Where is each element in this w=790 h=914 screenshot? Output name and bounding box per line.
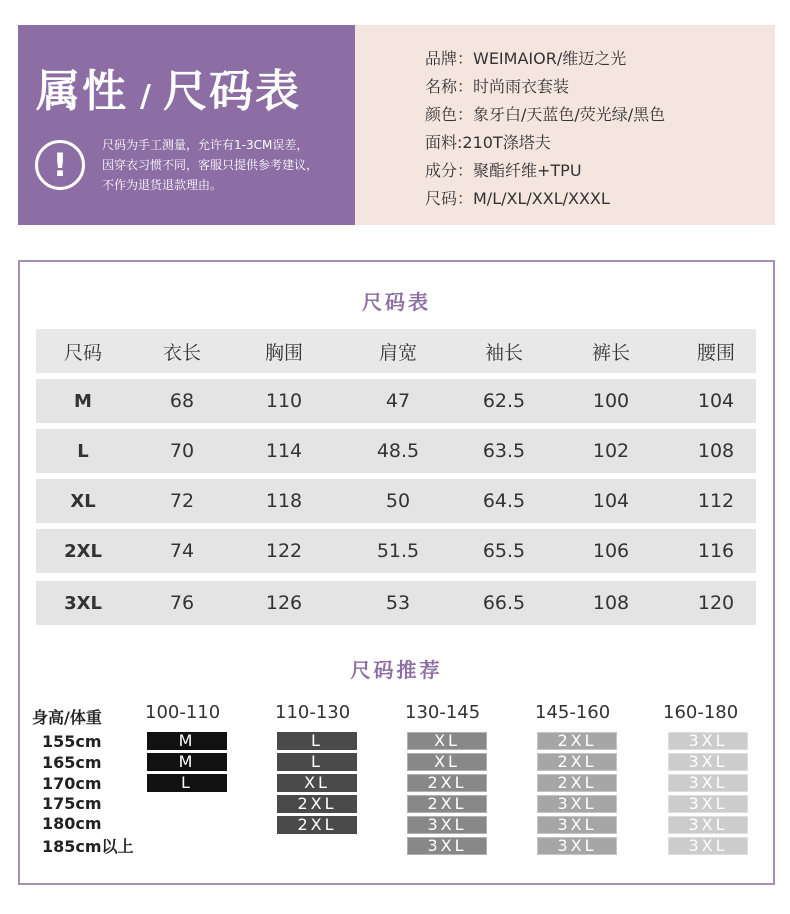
recommended-size-box: 2XL — [537, 774, 617, 792]
warning-icon: ! — [35, 140, 85, 190]
recommended-size-box: 2XL — [407, 795, 487, 813]
note-line: 因穿衣习惯不同，客服只提供参考建议， — [102, 158, 319, 172]
header-right-panel — [355, 25, 775, 225]
shoulder-cell: 47 — [385, 390, 411, 412]
recommended-size-box: 3XL — [668, 774, 748, 792]
column-header: 衣长 — [162, 341, 201, 364]
height-weight-label: 身高/体重 — [32, 708, 102, 727]
recommended-size-box: XL — [407, 732, 487, 750]
recommended-size-box: M — [147, 732, 227, 750]
recommended-size-box: M — [147, 753, 227, 771]
length-cell: 70 — [169, 440, 195, 462]
recommended-size-box: 2XL — [537, 753, 617, 771]
attr-name: 名称：时尚雨衣套装 — [425, 77, 570, 96]
pants-length-cell: 106 — [592, 540, 630, 562]
product-attributes — [425, 45, 665, 213]
waist-cell: 108 — [697, 440, 735, 462]
note-line: 不作为退货退款理由。 — [102, 178, 223, 192]
waist-cell: 120 — [697, 592, 735, 614]
recommended-size-box: L — [147, 774, 227, 792]
height-label: 165cm — [42, 753, 102, 772]
size-cell: XL — [70, 490, 96, 512]
recommended-size-box: L — [277, 732, 357, 750]
size-recommend-grid — [20, 702, 773, 883]
recommended-size-box: 3XL — [537, 816, 617, 834]
chest-cell: 110 — [265, 390, 303, 412]
height-label: 175cm — [42, 794, 102, 813]
table-header-row — [36, 329, 756, 373]
title-size-chart: 尺码表 — [162, 66, 301, 117]
recommended-size-box: 3XL — [668, 816, 748, 834]
table-row — [36, 581, 756, 625]
height-label: 180cm — [42, 814, 102, 833]
sleeve-cell: 66.5 — [482, 592, 526, 614]
waist-cell: 112 — [697, 490, 735, 512]
title-attributes: 属性 — [36, 66, 128, 117]
attr-sizes: 尺码：M/L/XL/XXL/XXXL — [425, 189, 610, 208]
shoulder-cell: 50 — [385, 490, 411, 512]
length-cell: 72 — [169, 490, 195, 512]
note-line: 尺码为手工测量，允许有1-3CM误差， — [102, 138, 309, 152]
sleeve-cell: 63.5 — [482, 440, 526, 462]
size-panel — [18, 260, 775, 885]
pants-length-cell: 108 — [592, 592, 630, 614]
column-header: 裤长 — [591, 341, 630, 364]
column-header: 胸围 — [264, 341, 303, 364]
height-label: 155cm — [42, 732, 102, 751]
weight-range-label: 130-145 — [405, 702, 481, 723]
recommended-size-box: XL — [407, 753, 487, 771]
recommended-size-box: 3XL — [407, 837, 487, 855]
weight-range-label: 160-180 — [663, 702, 739, 723]
measurement-note — [102, 135, 350, 195]
size-cell: L — [77, 440, 89, 462]
recommended-size-box: 3XL — [668, 732, 748, 750]
shoulder-cell: 48.5 — [376, 440, 420, 462]
sleeve-cell: 65.5 — [482, 540, 526, 562]
shoulder-cell: 51.5 — [376, 540, 420, 562]
column-header: 腰围 — [696, 341, 735, 364]
pants-length-cell: 104 — [592, 490, 630, 512]
shoulder-cell: 53 — [385, 592, 411, 614]
table-row — [36, 379, 756, 423]
attr-composition: 成分：聚酯纤维+TPU — [425, 161, 582, 180]
length-cell: 68 — [169, 390, 195, 412]
recommended-size-box: XL — [277, 774, 357, 792]
pants-length-cell: 102 — [592, 440, 630, 462]
attribute-header — [18, 25, 775, 225]
size-chart-title: 尺码表 — [362, 290, 431, 314]
sleeve-cell: 64.5 — [482, 490, 526, 512]
attr-color: 颜色：象牙白/天蓝色/荧光绿/黑色 — [425, 105, 666, 124]
column-header: 肩宽 — [378, 341, 417, 364]
chest-cell: 114 — [265, 440, 303, 462]
chest-cell: 118 — [265, 490, 303, 512]
recommended-size-box: 3XL — [668, 837, 748, 855]
size-recommend-title: 尺码推荐 — [350, 658, 443, 682]
height-label: 170cm — [42, 774, 102, 793]
header-left-panel — [18, 25, 355, 225]
page-title — [36, 55, 301, 119]
size-cell: 3XL — [64, 592, 102, 614]
waist-cell: 116 — [697, 540, 735, 562]
recommended-size-box: 2XL — [537, 732, 617, 750]
recommended-size-box: 2XL — [277, 816, 357, 834]
weight-range-label: 110-130 — [275, 702, 351, 723]
column-header: 尺码 — [63, 341, 102, 364]
title-slash: / — [140, 79, 151, 114]
length-cell: 74 — [169, 540, 195, 562]
recommended-size-box: 3XL — [407, 816, 487, 834]
size-cell: 2XL — [64, 540, 102, 562]
table-row — [36, 529, 756, 573]
weight-range-label: 145-160 — [535, 702, 611, 723]
table-row — [36, 479, 756, 523]
recommended-size-box: 3XL — [537, 795, 617, 813]
table-row — [36, 429, 756, 473]
attr-brand: 品牌：WEIMAIOR/维迈之光 — [425, 49, 627, 68]
pants-length-cell: 100 — [592, 390, 630, 412]
recommended-size-box: L — [277, 753, 357, 771]
recommended-size-box: 3XL — [668, 795, 748, 813]
recommended-size-box: 3XL — [668, 753, 748, 771]
chest-cell: 122 — [265, 540, 303, 562]
column-header: 袖长 — [484, 341, 523, 364]
height-label: 185cm以上 — [42, 837, 134, 856]
chest-cell: 126 — [265, 592, 303, 614]
recommended-size-box: 2XL — [277, 795, 357, 813]
length-cell: 76 — [169, 592, 195, 614]
attr-fabric: 面料:210T涤塔夫 — [425, 133, 551, 152]
waist-cell: 104 — [697, 390, 735, 412]
recommended-size-box: 3XL — [537, 837, 617, 855]
size-cell: M — [74, 390, 92, 412]
sleeve-cell: 62.5 — [482, 390, 526, 412]
recommended-size-box: 2XL — [407, 774, 487, 792]
weight-range-label: 100-110 — [145, 702, 221, 723]
